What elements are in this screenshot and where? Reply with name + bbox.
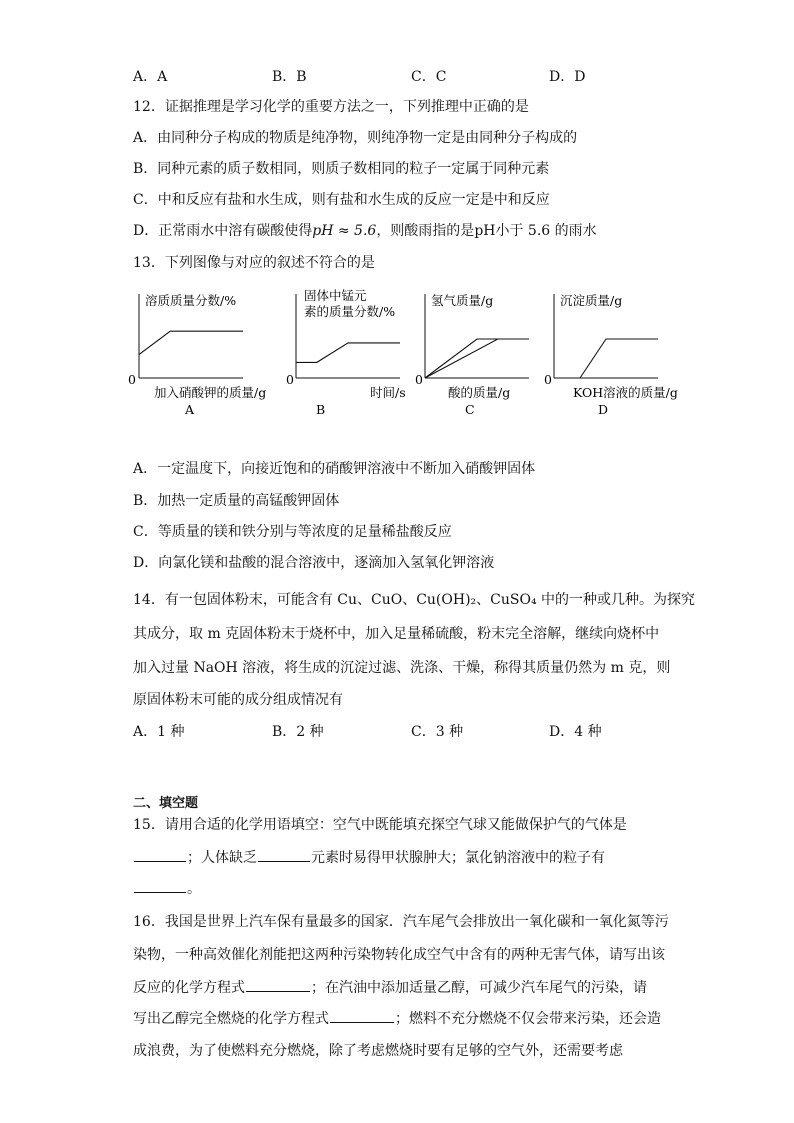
- chart-A-ylabel: 溶质质量分数/%: [145, 293, 237, 308]
- chart-D-origin: 0: [544, 372, 552, 387]
- q16-l4a: 写出乙醇完全燃烧的化学方程式: [133, 1011, 329, 1027]
- q12-d-pre: D．正常雨水中溶有碳酸使得: [133, 223, 313, 239]
- q12-d-post: 小于 5.6 的雨水: [495, 223, 597, 239]
- chart-A-origin: 0: [128, 372, 136, 387]
- q12-stem: 12．证据推理是学习化学的重要方法之一，下列推理中正确的是: [133, 99, 529, 115]
- chart-B-ylabel-1: 固体中锰元: [304, 288, 367, 303]
- q13-option-b[interactable]: B．加热一定质量的高锰酸钾固体: [133, 493, 340, 509]
- chart-A-series-1: [139, 331, 243, 354]
- q12-option-b[interactable]: B．同种元素的质子数相同，则质子数相同的粒子一定属于同种元素: [133, 161, 550, 177]
- q16-l3a: 反应的化学方程式: [133, 980, 245, 996]
- q11-option-a[interactable]: A．A: [133, 69, 168, 85]
- chart-B-series-1: [296, 343, 400, 363]
- chart-C-series-1: [425, 339, 529, 378]
- q16-line-2: 染物，一种高效催化剂能把这两种污染物转化成空气中含有的两种无害气体，请写出该: [133, 947, 665, 963]
- q12-d-mid: ，则酸雨指的是: [376, 223, 475, 239]
- chart-C-panel-label: C: [465, 402, 475, 417]
- q15-l2b: 元素时易得甲状腺肿大；氯化钠溶液中的粒子有: [311, 850, 605, 866]
- q14-option-c[interactable]: C．3 种: [411, 724, 464, 740]
- q14-option-a[interactable]: A．1 种: [133, 724, 185, 740]
- q15-blank-3[interactable]: [134, 880, 186, 893]
- q12-d-ph2: pH: [474, 223, 496, 239]
- q13-option-a[interactable]: A．一定温度下，向接近饱和的硝酸钾溶液中不断加入硝酸钾固体: [133, 461, 536, 477]
- q14-option-d[interactable]: D．4 种: [549, 724, 602, 740]
- q16-blank-2[interactable]: [330, 1010, 394, 1023]
- q15-l3: 。: [187, 881, 201, 897]
- q14-line-4: 原固体粉末可能的成分组成情况有: [133, 692, 343, 708]
- q14-line-2: 其成分，取 m 克固体粉末于烧杯中，加入足量稀硫酸，粉末完全溶解，继续向烧杯中: [133, 626, 660, 642]
- chart-C-xlabel: 酸的质量/g: [448, 385, 511, 400]
- q16-l4b: ；燃料不充分燃烧不仅会带来污染，还会造: [395, 1011, 661, 1027]
- chart-B-panel-label: B: [316, 402, 326, 417]
- chart-B-xlabel: 时间/s: [370, 385, 406, 400]
- q15-blank-1[interactable]: [134, 849, 186, 862]
- section-heading: 二、填空题: [133, 796, 199, 811]
- q14-line-1: 14．有一包固体粉末，可能含有 Cu、CuO、Cu(OH)₂、CuSO₄ 中的一种或几种。为探究: [133, 592, 696, 608]
- q12-option-d[interactable]: [133, 222, 597, 240]
- q14-line-3: 加入过量 NaOH 溶液，将生成的沉淀过滤、洗涤、干燥，称得其质量仍然为 m 克，则: [133, 660, 671, 676]
- q16-line-5: 成浪费，为了使燃料充分燃烧，除了考虑燃烧时要有足够的空气外，还需要考虑: [133, 1043, 623, 1059]
- q16-line-3: [133, 979, 647, 997]
- q11-option-d[interactable]: D．D: [549, 69, 586, 85]
- q14-option-b[interactable]: B．2 种: [272, 724, 324, 740]
- q16-line-1: 16．我国是世界上汽车保有量最多的国家．汽车尾气会排放出一氧化碳和一氧化氮等污: [133, 914, 669, 930]
- q12-option-c[interactable]: C．中和反应有盐和水生成，则有盐和水生成的反应一定是中和反应: [133, 192, 550, 208]
- chart-D-ylabel: 沉淀质量/g: [560, 293, 623, 308]
- q15-line-2: [133, 849, 605, 867]
- q13-charts: [130, 285, 690, 420]
- q16-l3b: ；在汽油中添加适量乙醇，可减少汽车尾气的污染，请: [311, 980, 647, 996]
- q15-l2a: ；人体缺乏: [187, 850, 257, 866]
- q16-line-4: [133, 1010, 661, 1028]
- q13-option-c[interactable]: C．等质量的镁和铁分别与等浓度的足量稀盐酸反应: [133, 524, 452, 540]
- q11-option-b[interactable]: B．B: [272, 69, 307, 85]
- q15-line-1: 15．请用合适的化学用语填空：空气中既能填充探空气球又能做保护气的气体是: [133, 817, 627, 833]
- q12-option-a[interactable]: A．由同种分子构成的物质是纯净物，则纯净物一定是由同种分子构成的: [133, 130, 578, 146]
- q15-line-3: [133, 880, 201, 898]
- q16-blank-1[interactable]: [246, 979, 310, 992]
- chart-C-ylabel: 氢气质量/g: [431, 293, 494, 308]
- chart-A-panel-label: A: [185, 402, 195, 417]
- chart-D-series-1: [554, 339, 658, 378]
- chart-B-ylabel-2: 素的质量分数/%: [304, 304, 396, 319]
- q11-options: [133, 66, 693, 84]
- q13-option-d[interactable]: D．向氯化镁和盐酸的混合溶液中，逐滴加入氢氧化钾溶液: [133, 555, 495, 571]
- chart-A-xlabel: 加入硝酸钾的质量/g: [154, 385, 267, 400]
- chart-C-series-2: [425, 339, 529, 378]
- q13-stem: 13．下列图像与对应的叙述不符合的是: [133, 255, 375, 271]
- q14-options: [133, 721, 693, 739]
- chart-D-xlabel: KOH溶液的质量/g: [573, 385, 678, 400]
- chart-D-panel-label: D: [598, 402, 609, 417]
- q15-blank-2[interactable]: [258, 849, 310, 862]
- q11-option-c[interactable]: C．C: [411, 69, 447, 85]
- q12-d-ph: pH ≈ 5.6: [312, 223, 377, 239]
- chart-C-origin: 0: [415, 372, 423, 387]
- chart-B-origin: 0: [286, 372, 294, 387]
